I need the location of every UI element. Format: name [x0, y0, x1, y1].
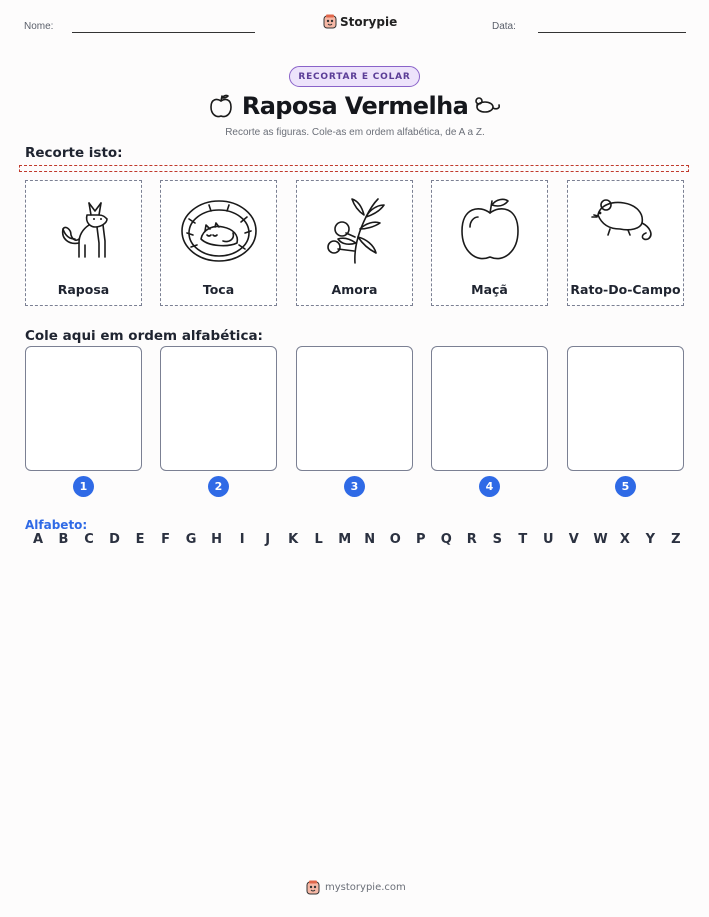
alphabet-letter: S: [492, 532, 502, 547]
alphabet-letter: Z: [671, 532, 681, 547]
alphabet-letter: D: [109, 532, 120, 547]
slot-number: 4: [479, 476, 500, 497]
date-label: Data:: [492, 21, 516, 32]
paste-box-5[interactable]: [567, 346, 684, 471]
slot-number: 3: [344, 476, 365, 497]
alphabet-letter: O: [389, 532, 401, 547]
alphabet-letter: J: [265, 532, 271, 547]
alphabet-letter: P: [415, 532, 426, 547]
cut-heading: Recorte isto:: [25, 145, 123, 161]
alphabet-letter: T: [518, 532, 528, 547]
alphabet-letter: U: [543, 532, 554, 547]
alphabet-letter: B: [58, 532, 69, 547]
cut-card-maca[interactable]: [431, 180, 548, 306]
name-label: Nome:: [24, 21, 54, 32]
storypie-mascot-icon: [306, 880, 320, 895]
alphabet-letter: K: [288, 532, 299, 547]
alphabet-letter: Q: [440, 532, 452, 547]
footer-url[interactable]: mystorypie.com: [325, 882, 406, 893]
storypie-logo: [323, 14, 397, 29]
cut-card-label: Amora: [331, 282, 378, 297]
paste-box-1[interactable]: [25, 346, 142, 471]
alphabet-letter: R: [466, 532, 477, 547]
paste-box-4[interactable]: [431, 346, 548, 471]
page-title: Raposa Vermelha: [241, 92, 469, 120]
alphabet-letter: Y: [645, 532, 656, 547]
slot-number: 1: [73, 476, 94, 497]
name-line[interactable]: [72, 32, 255, 33]
mouse-icon: [590, 193, 662, 247]
alphabet-letter: X: [619, 532, 630, 547]
fox-icon: [49, 195, 119, 265]
slot-number: 2: [208, 476, 229, 497]
footer: [306, 880, 406, 895]
apple-icon: [458, 195, 522, 265]
date-line[interactable]: [538, 32, 686, 33]
cut-card-label: Raposa: [57, 282, 110, 297]
alphabet-letter: L: [314, 532, 323, 547]
mouse-icon: [472, 94, 502, 116]
alphabet-letter: H: [211, 532, 223, 547]
alphabet-letter: M: [338, 532, 352, 547]
storypie-mascot-icon: [323, 14, 337, 29]
alphabet-letter: V: [568, 532, 579, 547]
cut-card-raposa[interactable]: [25, 180, 142, 306]
brand-name: Storypie: [340, 14, 398, 29]
cut-card-rato-do-campo[interactable]: [567, 180, 684, 306]
cut-card-label: Maçã: [471, 282, 508, 297]
cut-card-toca[interactable]: [160, 180, 277, 306]
cut-card-label: Rato-Do-Campo: [570, 282, 681, 297]
alphabet-letter: F: [161, 532, 171, 547]
berry-branch-icon: [320, 193, 390, 267]
alphabet-letter: A: [32, 532, 44, 547]
cut-line: [19, 165, 689, 172]
slot-number: 5: [615, 476, 636, 497]
alphabet-letter: I: [239, 532, 245, 547]
alphabet-heading: Alfabeto:: [25, 518, 88, 532]
alphabet-letter: N: [364, 532, 376, 547]
paste-heading: Cole aqui em ordem alfabética:: [25, 328, 263, 344]
alphabet-letter: C: [84, 532, 94, 547]
activity-badge: RECORTAR E COLAR: [289, 66, 420, 87]
instructions: Recorte as figuras. Cole-as em ordem alfabética, de A a Z.: [225, 127, 485, 138]
alphabet-letter: E: [135, 532, 145, 547]
den-icon: [179, 195, 259, 265]
alphabet-letter: G: [185, 532, 197, 547]
alphabet-letter: W: [593, 532, 608, 547]
paste-box-2[interactable]: [160, 346, 277, 471]
paste-box-3[interactable]: [296, 346, 413, 471]
cut-card-label: Toca: [202, 282, 235, 297]
cut-card-amora[interactable]: [296, 180, 413, 306]
alphabet-row: [32, 532, 682, 547]
